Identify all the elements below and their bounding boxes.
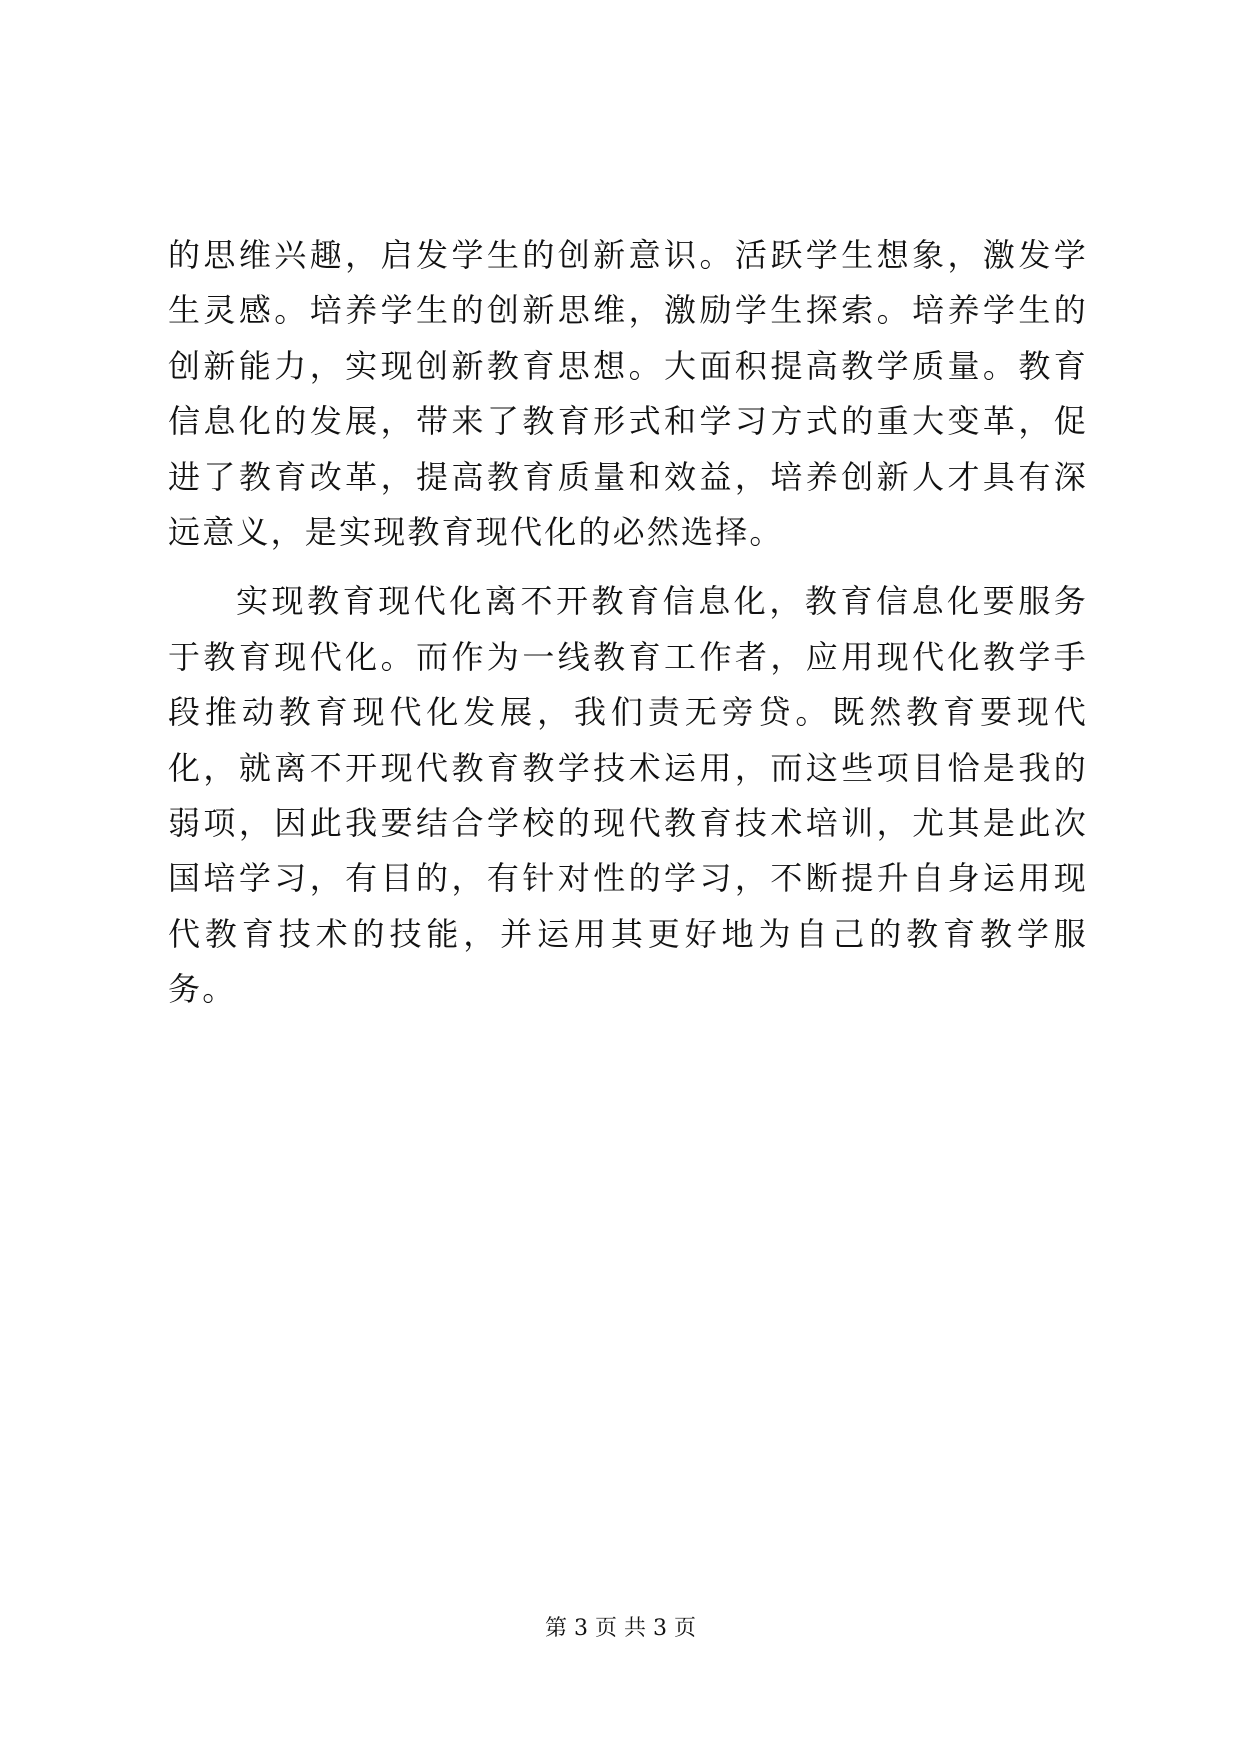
document-body bbox=[168, 228, 1088, 1018]
paragraph-1: 的思维兴趣，启发学生的创新意识。活跃学生想象，激发学生灵感。培养学生的创新思维，激励学生探索。培养学生的创新能力，实现创新教育思想。大面积提高教学质量。教育信息化的发展，带来了教育形式和学习方式的重大变革，促进了教育改革，提高教育质量和效益，培养创新人才具有深远意义，是实现教育现代化的必然选择。 bbox=[168, 236, 1088, 552]
page-footer bbox=[0, 1614, 1241, 1644]
page-number-label: 第 3 页 共 3 页 bbox=[545, 1616, 696, 1641]
paragraph-2: 实现教育现代化离不开教育信息化，教育信息化要服务于教育现代化。而作为一线教育工作者，应用现代化教学手段推动教育现代化发展，我们责无旁贷。既然教育要现代化，就离不开现代教育教学技术运用，而这些项目恰是我的弱项，因此我要结合学校的现代教育技术培训，尤其是此次国培学习，有目的，有针对性的学习，不断提升自身运用现代教育技术的技能，并运用其更好地为自己的教育教学服务。 bbox=[168, 582, 1088, 1009]
